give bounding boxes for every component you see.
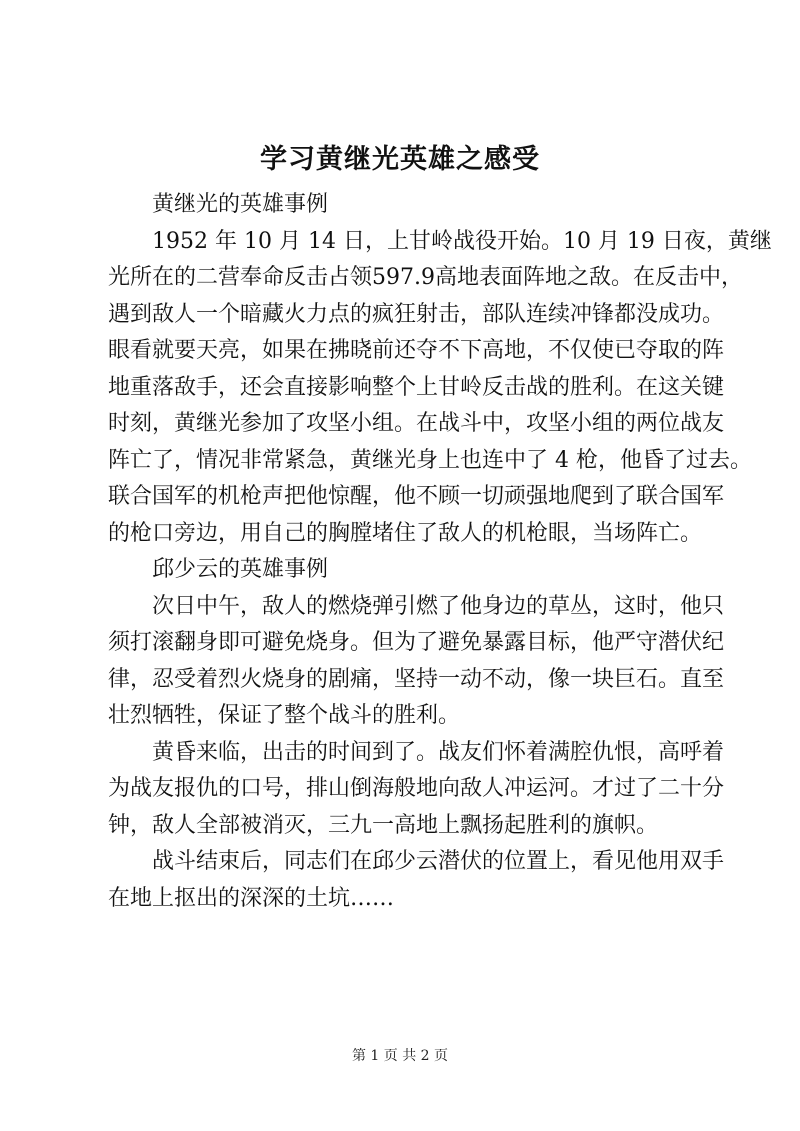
text-line: 时刻，黄继光参加了攻坚小组。在战斗中，攻坚小组的两位战友 <box>108 411 725 436</box>
text-line: 战斗结束后，同志们在邱少云潜伏的位置上，看见他用双手 <box>152 849 725 874</box>
text-line: 在地上抠出的深深的土坑…… <box>108 885 395 911</box>
text-line: 壮烈牺牲，保证了整个战斗的胜利。 <box>108 703 461 728</box>
text-line: 1952 年 10 月 14 日，上甘岭战役开始。10 月 19 日夜，黄继 <box>152 228 772 254</box>
text-line: 遇到敌人一个暗藏火力点的疯狂射击，部队连续冲锋都没成功。 <box>108 301 725 327</box>
text-line: 阵亡了，情况非常紧急，黄继光身上也连中了 4 枪，他昏了过去。 <box>108 447 752 473</box>
text-line: 黄昏来临，出击的时间到了。战友们怀着满腔仇恨，高呼着 <box>152 739 725 765</box>
text-line: 次日中午，敌人的燃烧弹引燃了他身边的草丛，这时，他只 <box>152 593 725 619</box>
document-title: 学习黄继光英雄之感受 <box>260 144 540 175</box>
text-line: 眼看就要天亮，如果在拂晓前还夺不下高地，不仅使已夺取的阵 <box>108 338 725 363</box>
text-line: 光所在的二营奉命反击占领597.9高地表面阵地之敌。在反击中， <box>108 265 743 290</box>
text-line: 联合国军的机枪声把他惊醒，他不顾一切顽强地爬到了联合国军 <box>108 484 725 509</box>
text-line: 须打滚翻身即可避免烧身。但为了避免暴露目标，他严守潜伏纪 <box>108 630 725 655</box>
text-line: 的枪口旁边，用自己的胸膛堵住了敌人的机枪眼，当场阵亡。 <box>108 520 703 546</box>
text-line: 为战友报仇的口号，排山倒海般地向敌人冲运河。才过了二十分 <box>108 776 725 801</box>
text-line: 律，忍受着烈火烧身的剧痛，坚持一动不动，像一块巨石。直至 <box>108 666 725 692</box>
text-line: 钟，敌人全部被消灭，三九一高地上飘扬起胜利的旗帜。 <box>108 812 659 838</box>
document-body <box>108 187 772 917</box>
text-line: 黄继光的英雄事例 <box>152 192 329 217</box>
page-footer: 第 1 页 共 2 页 <box>351 1048 449 1064</box>
text-line: 地重落敌手，还会直接影响整个上甘岭反击战的胜利。在这关键 <box>108 374 725 400</box>
text-line: 邱少云的英雄事例 <box>152 557 329 582</box>
